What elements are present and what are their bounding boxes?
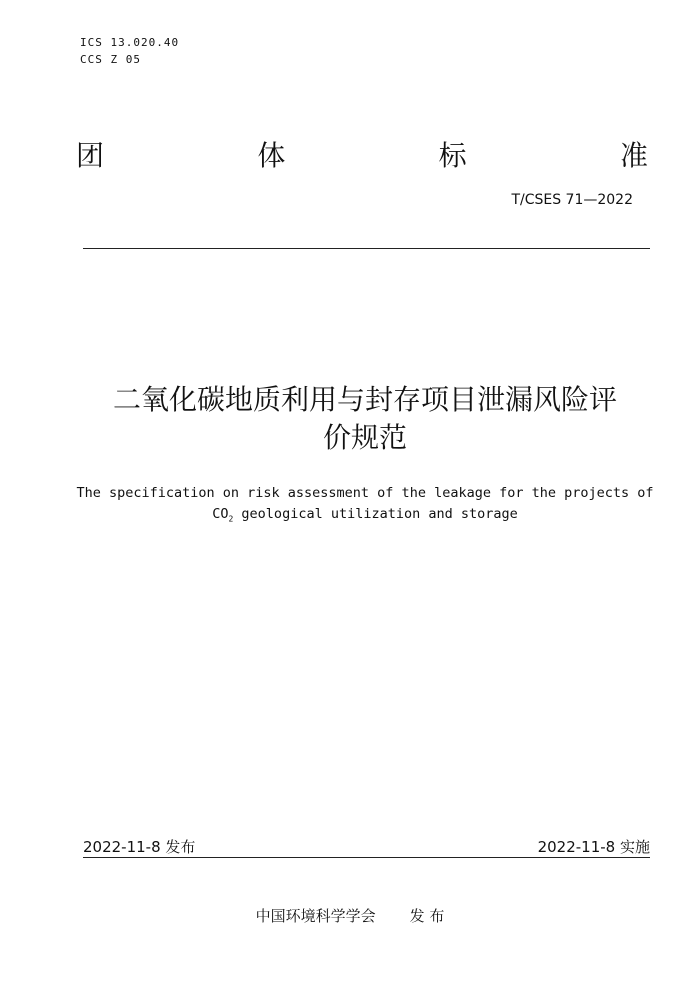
bottom-divider: [83, 857, 650, 858]
standard-number: T/CSES 71—2022: [511, 192, 633, 208]
chinese-title-line-1: 二氧化碳地质利用与封存项目泄漏风险评: [112, 383, 617, 416]
publisher-name: 中国环境科学学会: [255, 907, 376, 925]
publisher-line: [0, 905, 700, 926]
english-title-line-1: The specification on risk assessment of the leakage for the projects of: [76, 485, 654, 501]
implement-date: 2022-11-8 实施: [537, 838, 650, 856]
co2-formula: CO: [212, 506, 229, 522]
standard-type-title: [76, 134, 648, 174]
standard-type-char-3: 标: [438, 139, 467, 172]
top-divider: [83, 248, 650, 249]
standard-type-char-2: 体: [257, 139, 286, 172]
ics-code: ICS 13.020.40: [80, 36, 180, 49]
chinese-title: [70, 381, 660, 457]
english-title-line-2-text: geological utilization and storage: [233, 506, 518, 522]
publisher-action: 发 布: [409, 907, 445, 925]
publish-date: 2022-11-8 发布: [83, 838, 196, 856]
english-title-line-2: [70, 504, 660, 530]
english-title: [70, 483, 660, 530]
standard-type-char-1: 团: [76, 139, 105, 172]
standard-type-char-4: 准: [619, 139, 648, 172]
ccs-code: CCS Z 05: [80, 53, 141, 66]
chinese-title-line-2: 价规范: [322, 421, 407, 454]
co2-subscript: 2: [228, 514, 234, 524]
